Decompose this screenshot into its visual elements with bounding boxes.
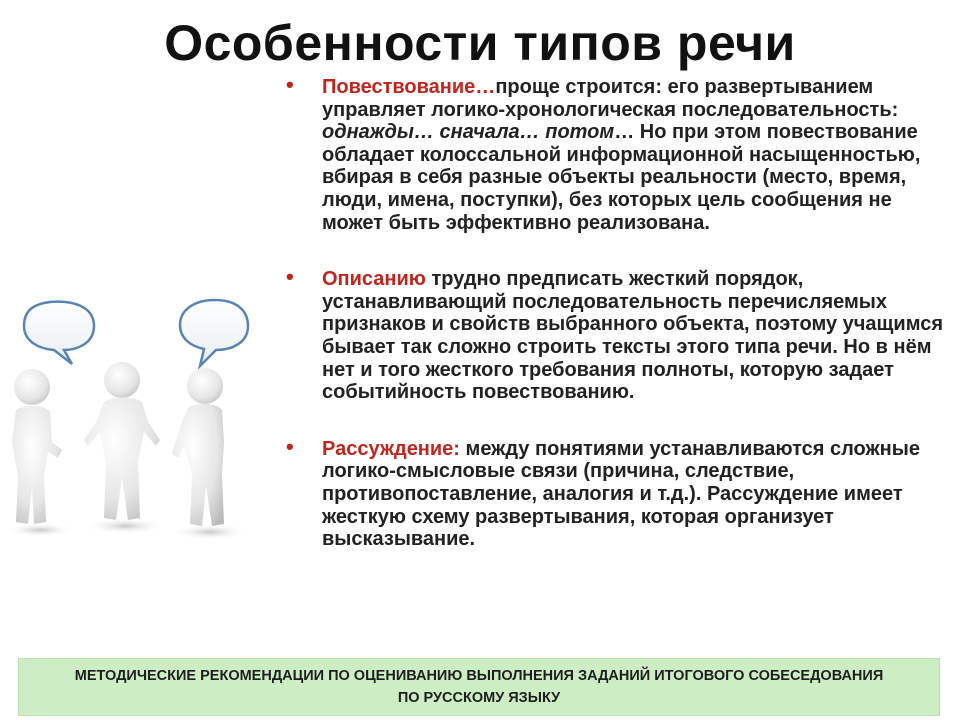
term-reasoning: Рассуждение: bbox=[322, 437, 460, 460]
footer-line-1: МЕТОДИЧЕСКИЕ РЕКОМЕНДАЦИИ ПО ОЦЕНИВАНИЮ ВЫПОЛНЕНИЯ ЗАДАНИЙ ИТОГОВОГО СОБЕСЕДОВАНИЯ bbox=[74, 668, 884, 684]
list-item-reasoning bbox=[284, 433, 944, 551]
person-right-figure bbox=[172, 368, 224, 526]
term-description: Описанию bbox=[322, 268, 426, 291]
narration-italic: однажды… сначала… потом bbox=[322, 121, 615, 144]
description-text: трудно предписать жесткий порядок, устанавливающий последовательность перечисляемых признаков и свойств выбранного объекта, поэтому учащимся бывает так сложно строить тексты этого типа речи. Но в нём нет и того жесткого требования полноты, которую задает событийность повествованию. bbox=[322, 268, 944, 404]
list-item-narration bbox=[284, 72, 944, 234]
bullet-icon: • bbox=[286, 72, 294, 97]
page-title: Особенности типов речи bbox=[164, 15, 796, 71]
footer-banner bbox=[18, 658, 940, 716]
content-list bbox=[284, 72, 944, 551]
person-left-figure bbox=[12, 369, 62, 524]
bullet-icon: • bbox=[286, 433, 294, 459]
term-narration: Повествование… bbox=[322, 76, 496, 98]
list-item-description bbox=[284, 264, 944, 404]
people-talking-illustration bbox=[10, 292, 272, 554]
narration-intro: проще строится: его развертыванием управляет логико-хронологическая последовательность: bbox=[322, 76, 899, 121]
speech-bubble-icon bbox=[180, 300, 248, 366]
person-middle-figure bbox=[84, 362, 160, 520]
reasoning-text: между понятиями устанавливаются сложные логико-смысловые связи (причина, следствие, противопоставление, аналогия и т.д.). Рассуждение имеет жесткую схему развертывания, которая организует высказывание. bbox=[322, 437, 920, 551]
footer-line-2: ПО РУССКОМУ ЯЗЫКУ bbox=[397, 690, 561, 706]
bullet-icon: • bbox=[286, 264, 294, 290]
speech-bubble-icon bbox=[24, 302, 94, 364]
narration-rest: … Но при этом повествование обладает колоссальной информационной насыщенностью, вбирая в себя разные объекты реальности (место, время, люди, имена, поступки), без которых цель сообщения не может быть эффективно реализована. bbox=[322, 121, 921, 234]
